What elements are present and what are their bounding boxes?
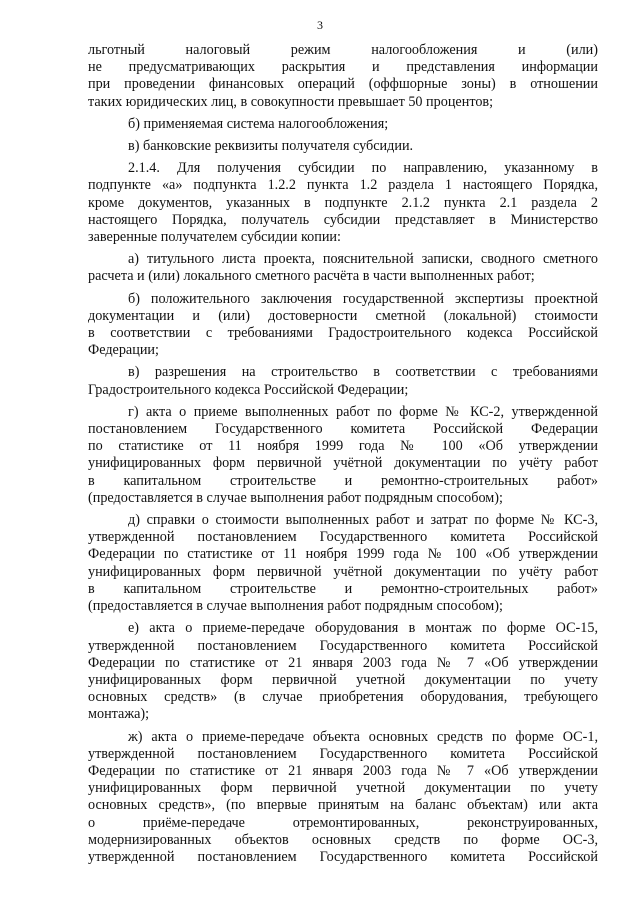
text-line: унифицированных форм первичной учётной документации по учёту работ <box>88 455 598 472</box>
text-line: утвержденной постановлением Государственного комитета Российской <box>88 637 598 654</box>
paragraph <box>88 291 598 360</box>
document-body <box>88 42 598 866</box>
text-line: Федерации по статистике от 11 ноября 1999 года № 100 «Об утверждении <box>88 546 598 563</box>
text-line: утвержденной постановлением Государственного комитета Российской <box>88 529 598 546</box>
paragraph <box>88 251 598 285</box>
text-line: таких юридических лиц, в совокупности превышает 50 процентов; <box>88 93 494 110</box>
paragraph <box>88 364 598 398</box>
text-line: монтажа); <box>88 706 150 723</box>
text-line: по статистике от 11 ноября 1999 года № 100 «Об утверждении <box>88 438 598 455</box>
text-line: не предусматривающих раскрытия и представления информации <box>88 59 598 76</box>
text-line: Федерации по статистике от 21 января 2003 года № 7 «Об утверждении <box>88 762 598 779</box>
text-line: в капитальном строительстве и ремонтно-строительных работ» <box>88 580 598 597</box>
text-line: льготный налоговый режим налогообложения и (или) <box>88 42 598 58</box>
text-line: настоящего Порядка, получатель субсидии представляет в Министерство <box>88 211 598 228</box>
text-line: заверенные получателем субсидии копии: <box>88 229 341 246</box>
text-line: модернизированных объектов основных средств по форме ОС-3, <box>88 831 598 848</box>
text-line: ж) акта о приеме-передаче объекта основных средств по форме ОС-1, <box>128 728 598 745</box>
text-line: 2.1.4. Для получения субсидии по направлению, указанному в <box>128 160 598 177</box>
text-line: е) акта о приеме-передаче оборудования в монтаж по форме ОС-15, <box>128 620 598 637</box>
text-line: подпункте «а» подпункта 1.2.2 пункта 1.2 раздела 1 настоящего Порядка, <box>88 177 598 194</box>
text-line: унифицированных форм первичной учетной документации по учету <box>88 780 598 797</box>
text-line: в соответствии с требованиями Градостроительного кодекса Российской <box>88 325 598 342</box>
paragraph <box>88 160 598 246</box>
text-line: в) банковские реквизиты получателя субсидии. <box>128 138 414 155</box>
text-line: (предоставляется в случае выполнения работ подрядным способом); <box>88 598 503 615</box>
text-line: основных средств» (в случае приобретения оборудования, требующего <box>88 689 598 706</box>
text-line: Федерации по статистике от 21 января 2003 года № 7 «Об утверждении <box>88 654 598 671</box>
text-line: б) применяемая система налогообложения; <box>128 115 389 132</box>
text-line: о приёме-передаче отремонтированных, реконструированных, <box>88 814 598 831</box>
text-line: в) разрешения на строительство в соответствии с требованиями <box>128 364 598 381</box>
paragraph <box>88 512 598 615</box>
text-line: утвержденной постановлением Государственного комитета Российской <box>88 745 598 762</box>
text-line: документации и (или) достоверности сметной (локальной) стоимости <box>88 307 598 324</box>
text-line: б) положительного заключения государственной экспертизы проектной <box>128 290 598 307</box>
text-line: постановлением Государственного комитета Российской Федерации <box>88 421 598 438</box>
text-line: (предоставляется в случае выполнения работ подрядным способом); <box>88 489 503 506</box>
paragraph <box>88 729 598 867</box>
text-line: унифицированных форм первичной учётной документации по учёту работ <box>88 563 598 580</box>
paragraph <box>88 116 598 133</box>
page-number: 3 <box>317 18 323 32</box>
text-line: Федерации; <box>88 342 159 359</box>
text-line: основных средств», (по впервые принятым на баланс объектам) или акта <box>88 797 598 814</box>
text-line: унифицированных форм первичной учетной документации по учету <box>88 671 598 688</box>
text-line: при проведении финансовых операций (оффшорные зоны) в отношении <box>88 76 598 93</box>
text-line: г) акта о приеме выполненных работ по форме № КС-2, утвержденной <box>128 403 598 420</box>
paragraph <box>88 620 598 723</box>
text-line: д) справки о стоимости выполненных работ и затрат по форме № КС-3, <box>128 512 598 529</box>
paragraph <box>88 138 598 155</box>
text-line: кроме документов, указанных в подпункте 2.1.2 пункта 2.1 раздела 2 <box>88 194 598 211</box>
paragraph <box>88 42 598 111</box>
paragraph <box>88 404 598 507</box>
text-line: утвержденной постановлением Государственного комитета Российской <box>88 848 598 865</box>
text-line: Градостроительного кодекса Российской Федерации; <box>88 381 409 398</box>
text-line: расчета и (или) локального сметного расчёта в части выполненных работ; <box>88 268 535 285</box>
text-line: а) титульного листа проекта, пояснительной записки, сводного сметного <box>128 251 598 268</box>
text-line: в капитальном строительстве и ремонтно-строительных работ» <box>88 472 598 489</box>
